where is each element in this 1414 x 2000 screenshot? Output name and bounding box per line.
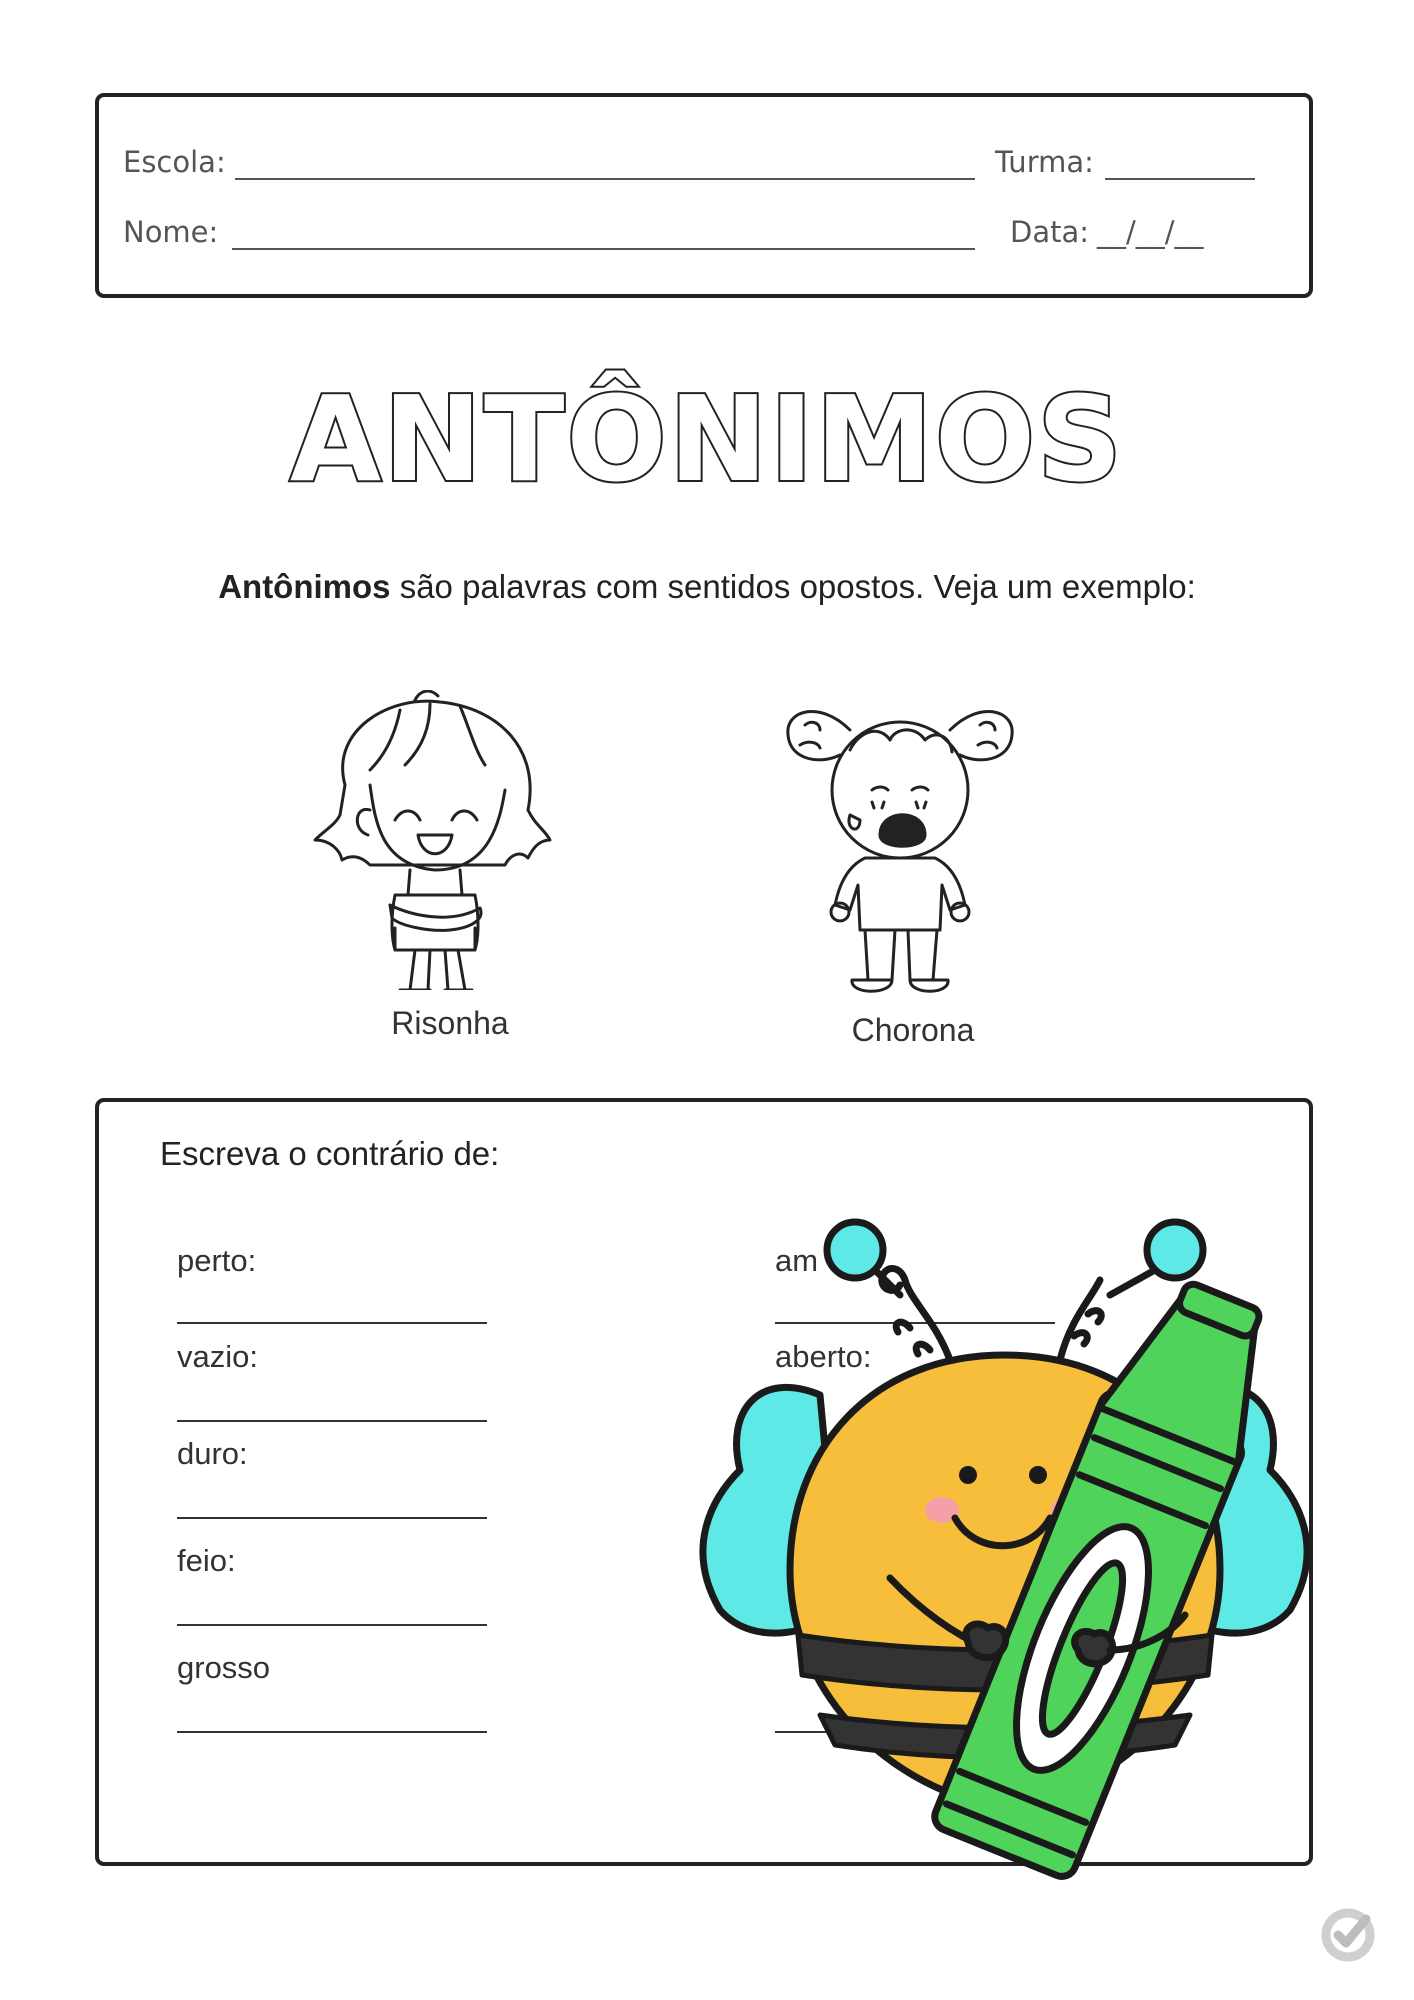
word-feio: feio: xyxy=(177,1543,236,1578)
brand-logo-icon xyxy=(1318,1905,1378,1965)
nome-label: Nome: xyxy=(123,215,219,249)
word-aberto: aberto: xyxy=(775,1339,872,1374)
escola-line xyxy=(235,178,975,180)
smiling-girl-illustration xyxy=(300,690,570,990)
title-wrap xyxy=(0,370,1414,508)
answer-line-vazio[interactable] xyxy=(177,1420,487,1422)
escola-label: Escola: xyxy=(123,145,226,179)
turma-line xyxy=(1105,178,1255,180)
nome-line xyxy=(232,248,975,250)
answer-line-grosso[interactable] xyxy=(177,1731,487,1733)
crying-girl-illustration xyxy=(780,690,1020,1010)
page-title: ANTÔNIMOS xyxy=(289,370,1125,508)
intro-text xyxy=(0,568,1414,606)
answer-line-perto[interactable] xyxy=(177,1322,487,1324)
answer-line-feio[interactable] xyxy=(177,1624,487,1626)
intro-rest: são palavras com sentidos opostos. Veja um exemplo: xyxy=(390,568,1196,605)
data-label: Data: xyxy=(1010,215,1090,249)
turma-label: Turma: xyxy=(995,145,1094,179)
header-box xyxy=(95,93,1313,298)
chorona-caption: Chorona xyxy=(851,1012,975,1048)
intro-bold: Antônimos xyxy=(218,568,391,605)
data-blank: __/__/__ xyxy=(1097,215,1204,249)
exercise-heading: Escreva o contrário de: xyxy=(160,1135,500,1172)
word-grosso: grosso xyxy=(177,1650,271,1685)
word-vazio: vazio: xyxy=(177,1339,258,1374)
bee-mascot-illustration xyxy=(670,1210,1370,1930)
word-perto: perto: xyxy=(177,1243,257,1278)
word-right-1: am xyxy=(775,1243,819,1278)
risonha-caption: Risonha xyxy=(391,1005,509,1041)
word-duro: duro: xyxy=(177,1436,248,1471)
answer-line-duro[interactable] xyxy=(177,1517,487,1519)
